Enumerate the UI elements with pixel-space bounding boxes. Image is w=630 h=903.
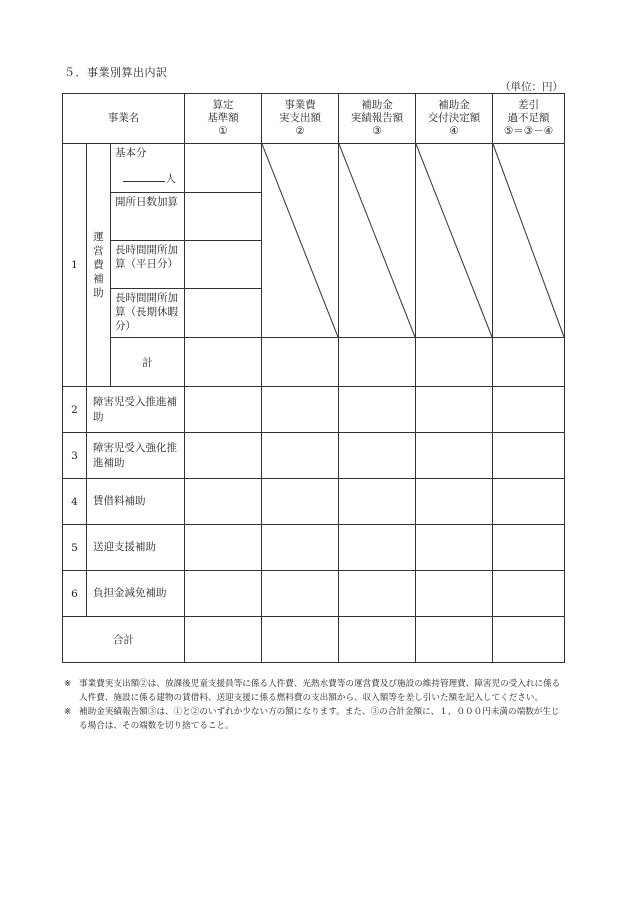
breakdown-table xyxy=(62,93,565,663)
note-item xyxy=(64,677,564,705)
cell-r1-c2-slashed xyxy=(262,144,339,338)
row1-number: 1 xyxy=(63,144,87,387)
diagonal-line xyxy=(339,144,415,337)
cell-r4-c3[interactable] xyxy=(339,479,416,525)
diagonal-line xyxy=(262,144,338,337)
cell-gt-c2[interactable] xyxy=(262,617,339,663)
row6-label: 負担金減免補助 xyxy=(87,571,185,617)
row5-label: 送迎支援補助 xyxy=(87,525,185,571)
row3-number: 3 xyxy=(63,433,87,479)
header-col2 xyxy=(262,94,339,144)
diagonal-line xyxy=(493,144,564,337)
header-jigyoumei: 事業名 xyxy=(63,94,185,144)
notes xyxy=(64,677,564,733)
row1-group-char: 費 xyxy=(93,259,104,271)
cell-gt-c5[interactable] xyxy=(493,617,565,663)
header-col5 xyxy=(493,94,565,144)
row1-group-char: 補 xyxy=(93,273,104,285)
cell-r2-c4[interactable] xyxy=(416,387,493,433)
row1-group-char: 営 xyxy=(93,245,104,257)
header-col2-line3: ② xyxy=(295,125,305,137)
note-item xyxy=(64,705,564,733)
note-text: 補助金実績報告額③は、①と②のいずれか少ない方の額になります。また、③の合計金額に、１，０００円未満の端数が生じる場合は、その端数を切り捨てること。 xyxy=(79,707,560,731)
cell-r1t-c5[interactable] xyxy=(493,338,565,387)
note-mark: ※ xyxy=(64,707,72,717)
grand-total-label: 合計 xyxy=(63,617,185,663)
header-col3-line3: ③ xyxy=(372,125,382,137)
cell-r6-c5[interactable] xyxy=(493,571,565,617)
cell-gt-c3[interactable] xyxy=(339,617,416,663)
header-col2-line1: 事業費 xyxy=(284,99,316,111)
row1-sub1-text: 基本分 xyxy=(115,147,147,159)
row1-sub1-label xyxy=(111,144,185,193)
cell-r3-c3[interactable] xyxy=(339,433,416,479)
header-col2-line2: 実支出額 xyxy=(279,112,321,124)
cell-r4-c2[interactable] xyxy=(262,479,339,525)
row2-number: 2 xyxy=(63,387,87,433)
header-col3-line2: 実績報告額 xyxy=(350,112,404,124)
header-col4-line2: 交付決定額 xyxy=(427,112,481,124)
header-col1-line2: 基準額 xyxy=(207,112,239,124)
cell-r2-c2[interactable] xyxy=(262,387,339,433)
header-col1-line1: 算定 xyxy=(212,99,234,111)
unit-label: （単位：円） xyxy=(500,81,563,93)
cell-r1s4-c1[interactable] xyxy=(185,289,262,338)
row1-group-char: 助 xyxy=(93,287,104,299)
cell-r1-c3-slashed xyxy=(339,144,416,338)
cell-r1t-c2[interactable] xyxy=(262,338,339,387)
cell-r1t-c3[interactable] xyxy=(339,338,416,387)
cell-r4-c4[interactable] xyxy=(416,479,493,525)
table-row xyxy=(63,479,565,525)
header-col1 xyxy=(185,94,262,144)
row5-number: 5 xyxy=(63,525,87,571)
cell-r2-c3[interactable] xyxy=(339,387,416,433)
header-col4 xyxy=(416,94,493,144)
note-mark: ※ xyxy=(64,679,72,689)
row1-group-label xyxy=(87,144,111,387)
cell-r6-c4[interactable] xyxy=(416,571,493,617)
table-row xyxy=(63,571,565,617)
cell-r1s1-c1[interactable] xyxy=(185,144,262,193)
row1-sub2-label: 開所日数加算 xyxy=(111,193,185,241)
header-col3 xyxy=(339,94,416,144)
cell-r1t-c4[interactable] xyxy=(416,338,493,387)
cell-r1t-c1[interactable] xyxy=(185,338,262,387)
header-col3-line1: 補助金 xyxy=(361,99,393,111)
cell-r4-c1[interactable] xyxy=(185,479,262,525)
section-title: ５．事業別算出内訳 xyxy=(64,66,168,79)
cell-r6-c3[interactable] xyxy=(339,571,416,617)
cell-r3-c2[interactable] xyxy=(262,433,339,479)
row1-sub3-label: 長時間開所加算（平日分） xyxy=(111,241,185,289)
row1-total-label: 計 xyxy=(111,338,185,387)
header-col1-line3: ① xyxy=(218,125,228,137)
table-row xyxy=(63,338,565,387)
row1-sub1-count xyxy=(115,172,184,186)
cell-r3-c4[interactable] xyxy=(416,433,493,479)
cell-gt-c4[interactable] xyxy=(416,617,493,663)
cell-r2-c5[interactable] xyxy=(493,387,565,433)
header-col4-line1: 補助金 xyxy=(438,99,470,111)
cell-r5-c1[interactable] xyxy=(185,525,262,571)
cell-r1s3-c1[interactable] xyxy=(185,241,262,289)
header-col5-line2: 過不足額 xyxy=(507,112,550,124)
count-blank-line[interactable] xyxy=(123,173,165,182)
table-row xyxy=(63,387,565,433)
cell-r2-c1[interactable] xyxy=(185,387,262,433)
row3-label: 障害児受入強化推進補助 xyxy=(87,433,185,479)
row4-number: 4 xyxy=(63,479,87,525)
header-col5-line1: 差引 xyxy=(518,99,539,111)
cell-r4-c5[interactable] xyxy=(493,479,565,525)
cell-r6-c1[interactable] xyxy=(185,571,262,617)
table-row xyxy=(63,144,565,193)
cell-r5-c3[interactable] xyxy=(339,525,416,571)
cell-r3-c5[interactable] xyxy=(493,433,565,479)
diagonal-line xyxy=(416,144,492,337)
cell-gt-c1[interactable] xyxy=(185,617,262,663)
cell-r1s2-c1[interactable] xyxy=(185,193,262,241)
table-row xyxy=(63,525,565,571)
header-col4-line3: ④ xyxy=(449,125,459,137)
note-text: 事業費実支出額②は、放課後児童支援員等に係る人件費、光熱水費等の運営費及び施設の維持管理費、障害児の受入れに係る人件費、施設に係る建物の賃借料、送迎支援に係る燃料費の支出額から、収入額等を差し引いた額を記入してください。 xyxy=(79,679,561,703)
cell-r5-c4[interactable] xyxy=(416,525,493,571)
row1-sub1-suffix: 人 xyxy=(165,173,176,185)
table-row xyxy=(63,433,565,479)
cell-r5-c5[interactable] xyxy=(493,525,565,571)
row1-sub4-label: 長時間開所加算（長期休暇分） xyxy=(111,289,185,338)
row6-number: 6 xyxy=(63,571,87,617)
cell-r3-c1[interactable] xyxy=(185,433,262,479)
cell-r1-c4-slashed xyxy=(416,144,493,338)
cell-r1-c5-slashed xyxy=(493,144,565,338)
table-header-row xyxy=(63,94,565,144)
cell-r5-c2[interactable] xyxy=(262,525,339,571)
row1-group-char: 運 xyxy=(93,231,104,243)
cell-r6-c2[interactable] xyxy=(262,571,339,617)
row4-label: 賃借料補助 xyxy=(87,479,185,525)
header-col5-line3: ⑤＝③－④ xyxy=(503,125,554,137)
row2-label: 障害児受入推進補助 xyxy=(87,387,185,433)
grand-total-row xyxy=(63,617,565,663)
